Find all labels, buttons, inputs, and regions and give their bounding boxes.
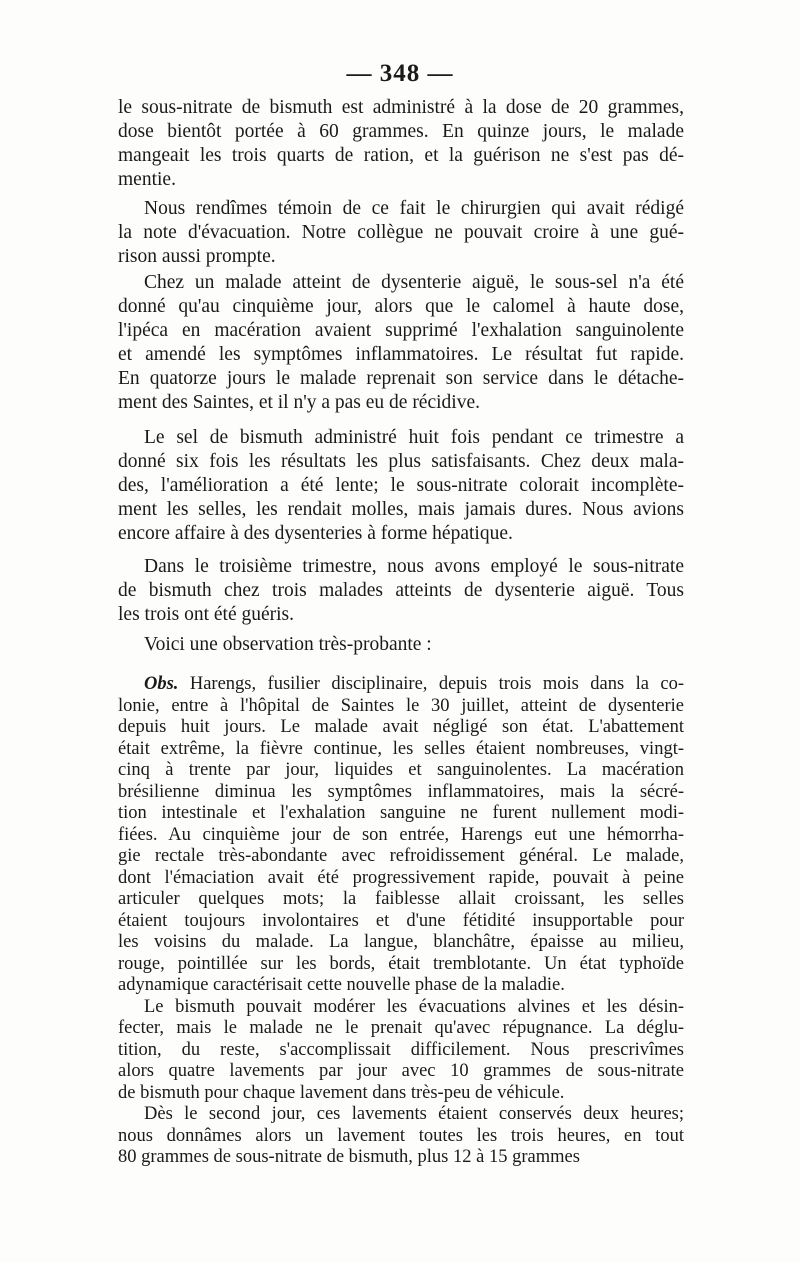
body-text bbox=[118, 96, 684, 192]
text-line: fecter, mais le malade ne le prenait qu'avec répugnance. La déglu- bbox=[118, 1018, 684, 1038]
text-line: brésilienne diminua les symptômes inflammatoires, mais la sécré- bbox=[118, 781, 684, 802]
text-line: alors quatre lavements par jour avec 10 grammes de sous-nitrate bbox=[118, 1061, 684, 1081]
text-line: encore affaire à des dysenteries à forme hépatique. bbox=[118, 523, 513, 544]
text-line: Le bismuth pouvait modérer les évacuations alvines et les désin- bbox=[144, 996, 684, 1017]
text-line: Dès le second jour, ces lavements étaient conservés deux heures; bbox=[144, 1104, 684, 1124]
text-line: En quatorze jours le malade reprenait son service dans le détache- bbox=[118, 368, 684, 389]
text-line: dose bientôt portée à 60 grammes. En quinze jours, le malade bbox=[118, 121, 684, 142]
text-line: Voici une observation très-probante : bbox=[144, 634, 432, 655]
text-line: de bismuth pour chaque lavement dans très-peu de véhicule. bbox=[118, 1082, 565, 1103]
text-line: les trois ont été guéris. bbox=[118, 604, 295, 625]
text-line: tition, du reste, s'accomplissait difficilement. Nous prescrivîmes bbox=[118, 1039, 684, 1060]
text-line: donné six fois les résultats les plus satisfaisants. Chez deux mala- bbox=[118, 451, 684, 472]
text-line: lonie, entre à l'hôpital de Saintes le 30 juillet, atteint de dysenterie bbox=[118, 695, 684, 716]
text-line: dont l'émaciation avait été progressivement rapide, pouvait à peine bbox=[118, 867, 684, 888]
text-line: mangeait les trois quarts de ration, et la guérison ne s'est pas dé- bbox=[118, 145, 684, 166]
body-text bbox=[118, 197, 684, 269]
text-line: rison aussi prompte. bbox=[118, 246, 276, 267]
text-line: Le sel de bismuth administré huit fois pendant ce trimestre a bbox=[144, 427, 684, 448]
text-line: étaient toujours involontaires et d'une fétidité insupportable pour bbox=[118, 910, 684, 931]
text-line: fiées. Au cinquième jour de son entrée, Harengs eut une hémorrha- bbox=[118, 824, 684, 845]
text-line: gie rectale très-abondante avec refroidissement général. Le malade, bbox=[118, 846, 684, 866]
text-line: les voisins du malade. La langue, blanchâtre, épaisse au milieu, bbox=[118, 932, 684, 952]
body-text bbox=[118, 633, 684, 657]
text-line: mentie. bbox=[118, 169, 176, 190]
text-line: était extrême, la fièvre continue, les selles étaient nombreuses, vingt- bbox=[118, 738, 684, 759]
text-line: depuis huit jours. Le malade avait négligé son état. L'abattement bbox=[118, 717, 684, 737]
text-line: rouge, pointillée sur les bords, était tremblotante. Un état typhoïde bbox=[118, 953, 684, 974]
text-line: adynamique caractérisait cette nouvelle phase de la maladie. bbox=[118, 975, 565, 995]
text-line: la note d'évacuation. Notre collègue ne pouvait croire à une gué- bbox=[118, 222, 684, 243]
text-line: ment les selles, les rendait molles, mais jamais dures. Nous avions bbox=[118, 499, 684, 520]
text-line: donné qu'au cinquième jour, alors que le calomel à haute dose, bbox=[118, 296, 684, 317]
observation-label: Obs. bbox=[144, 674, 179, 694]
observation-block bbox=[118, 674, 684, 1169]
text-line: cinq à trente par jour, liquides et sanguinolentes. La macération bbox=[118, 760, 684, 780]
text-line: nous donnâmes alors un lavement toutes les trois heures, en tout bbox=[118, 1125, 684, 1146]
text-line: de bismuth chez trois malades atteints de dysenterie aiguë. Tous bbox=[118, 580, 684, 601]
text-line-content: Harengs, fusilier disciplinaire, depuis trois mois dans la co- bbox=[178, 674, 684, 694]
page-number: — 348 — bbox=[346, 60, 454, 87]
body-text bbox=[118, 271, 684, 415]
text-line: le sous-nitrate de bismuth est administré à la dose de 20 grammes, bbox=[118, 97, 684, 118]
text-line: Chez un malade atteint de dysenterie aiguë, le sous-sel n'a été bbox=[144, 272, 684, 293]
text-line: Nous rendîmes témoin de ce fait le chirurgien qui avait rédigé bbox=[144, 198, 684, 219]
text-line: articuler quelques mots; la faiblesse allait croissant, les selles bbox=[118, 889, 684, 909]
text-line: ment des Saintes, et il n'y a pas eu de récidive. bbox=[118, 392, 480, 413]
body-text bbox=[118, 555, 684, 627]
text-line: Dans le troisième trimestre, nous avons employé le sous-nitrate bbox=[144, 556, 684, 577]
text-line: des, l'amélioration a été lente; le sous-nitrate colorait incomplète- bbox=[118, 475, 684, 496]
body-text bbox=[118, 426, 684, 546]
text-line: 80 grammes de sous-nitrate de bismuth, plus 12 à 15 grammes bbox=[118, 1147, 580, 1167]
text-line: et amendé les symptômes inflammatoires. Le résultat fut rapide. bbox=[118, 344, 684, 365]
text-line: l'ipéca en macération avaient supprimé l'exhalation sanguinolente bbox=[118, 320, 684, 341]
text-line: tion intestinale et l'exhalation sanguine ne furent nullement modi- bbox=[118, 803, 684, 823]
text-line bbox=[118, 674, 684, 696]
